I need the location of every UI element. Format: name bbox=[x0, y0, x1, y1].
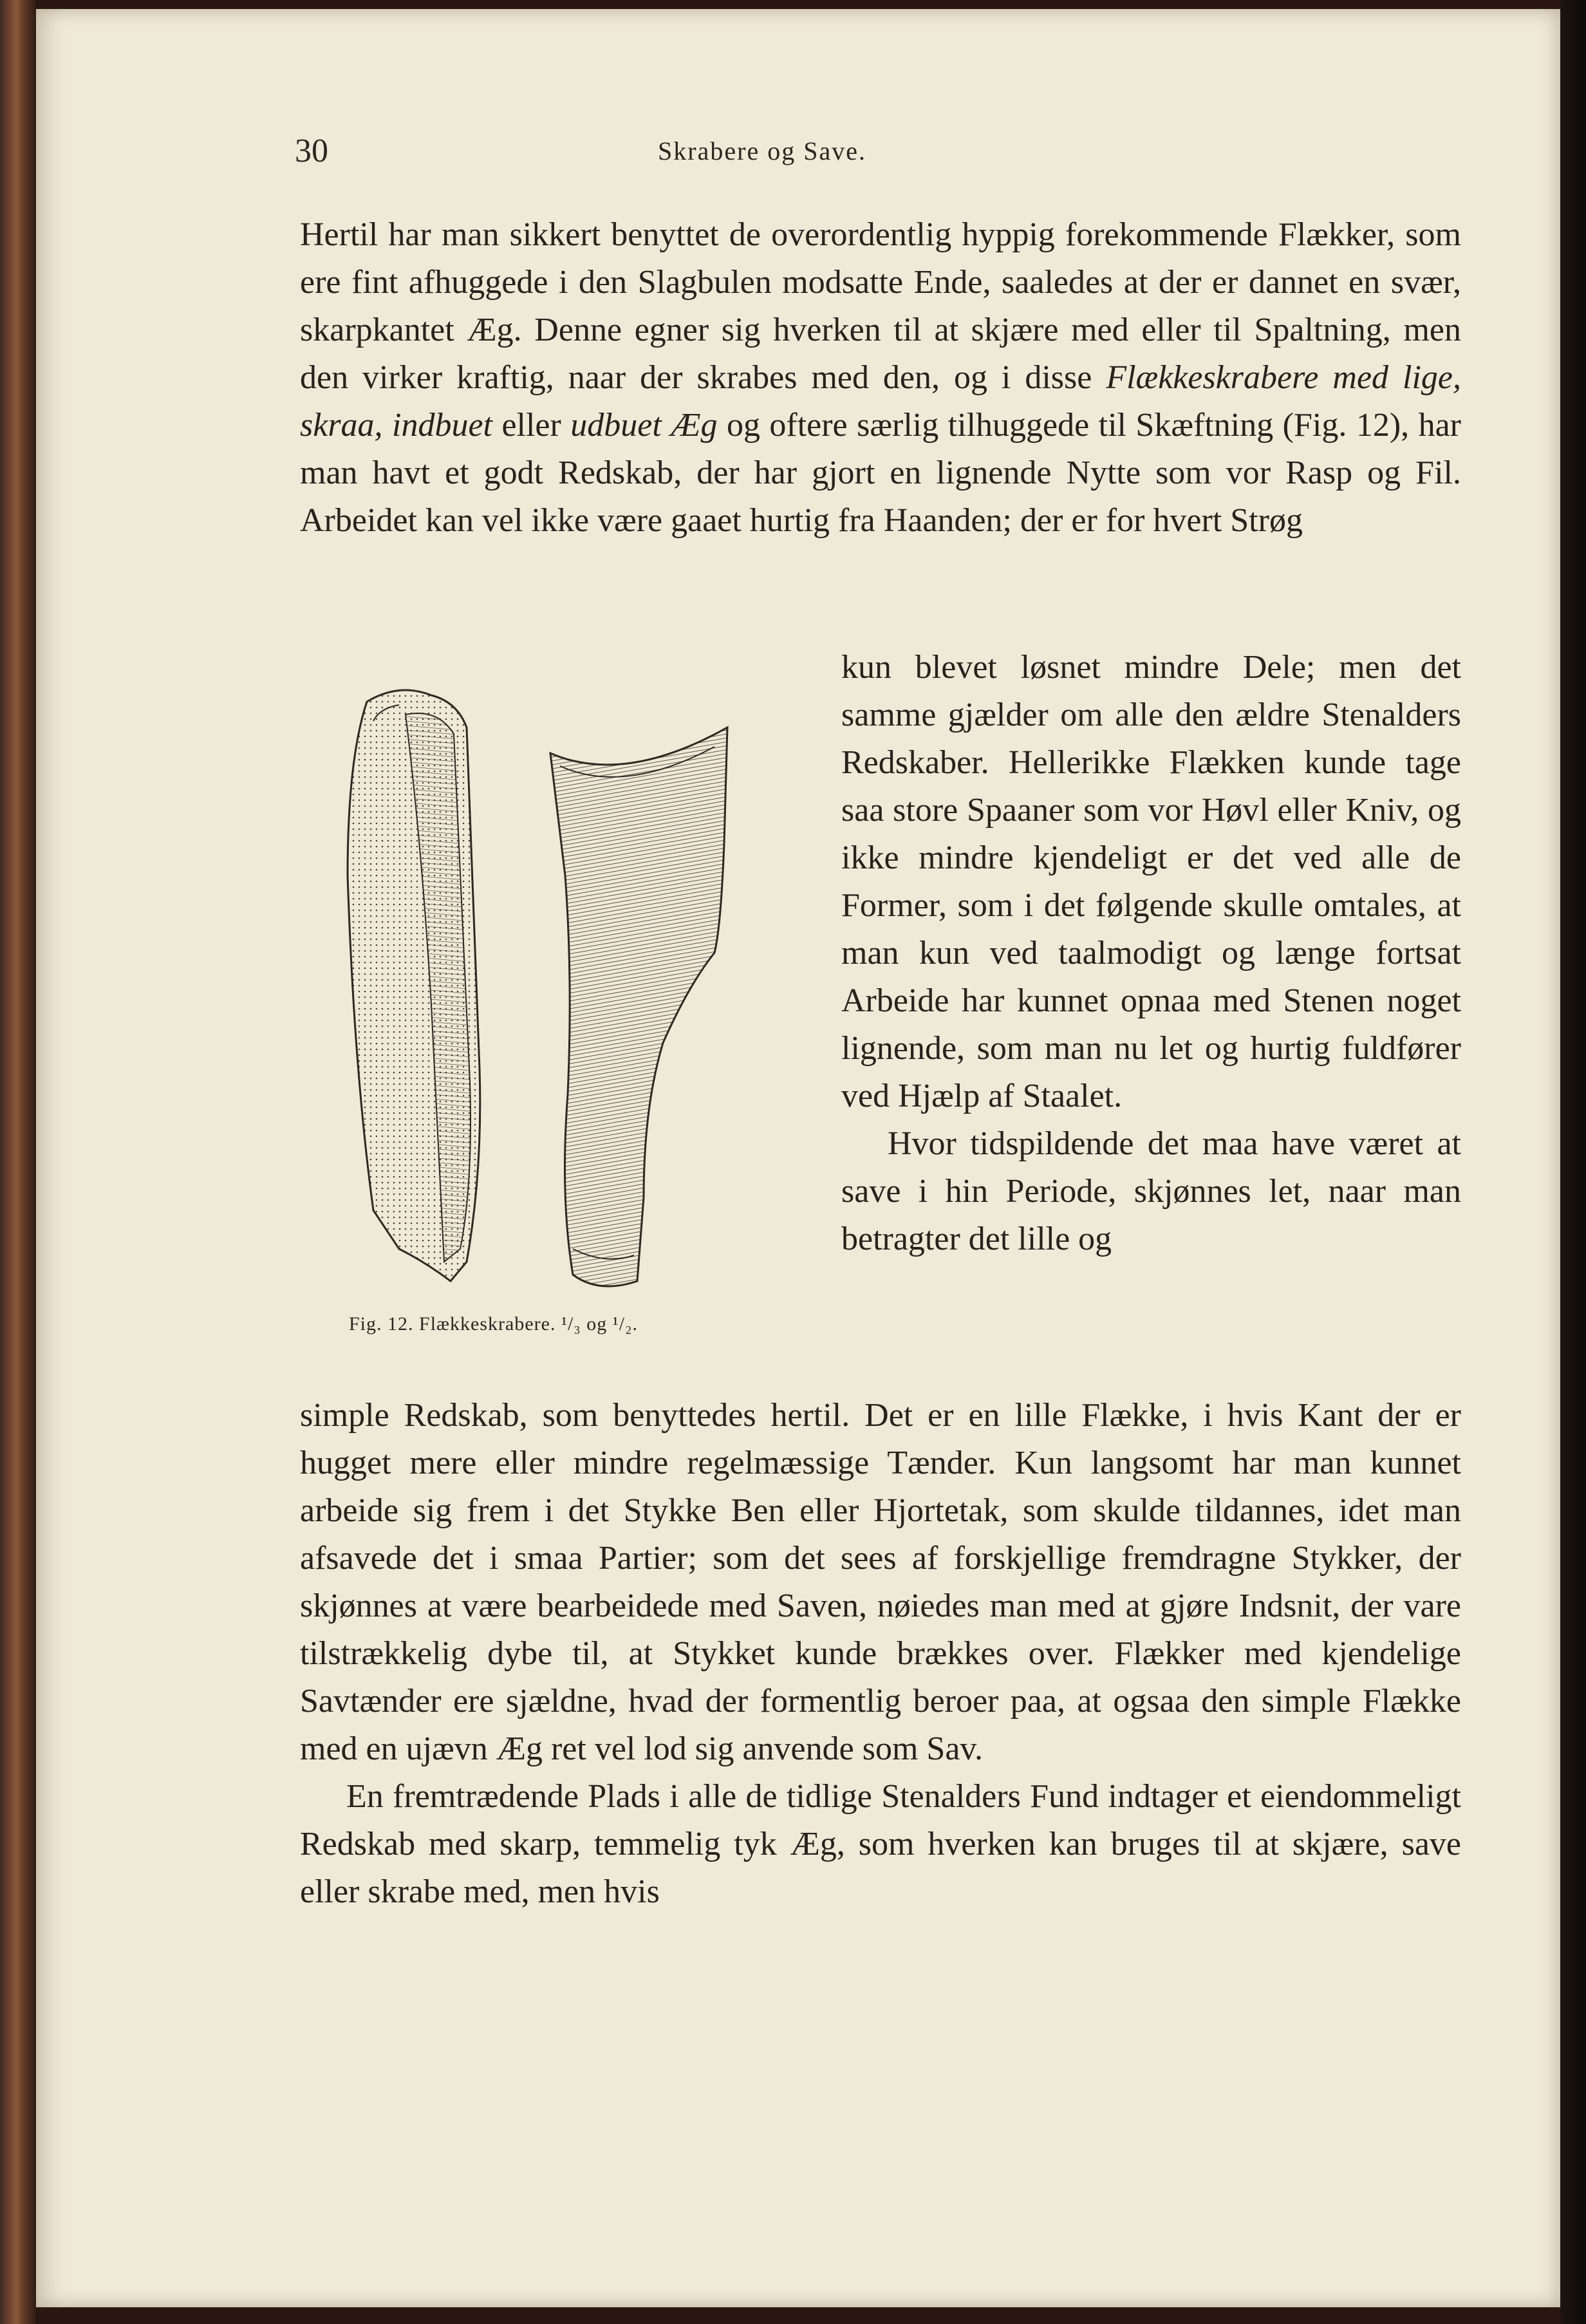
paragraph-stenalders-redskaber: kun blevet løsnet mindre Dele; men det samme gjælder om alle den ældre Stenalders Redskaber. Hellerikke Flækken kunde tage saa store Spaaner som vor Høvl eller Kniv, og ikke mindre kjendeligt er det ved alle de Former, som i det følgende skulle omtales, at man kun ved taalmodigt og længe fortsat Arbeide har kunnet opnaa med Stenen noget lignende, som man nu let og hurtig fuldfører ved Hjælp af Staalet. bbox=[841, 649, 1461, 1114]
paragraph-redskab-aeg: En fremtrædende Plads i alle de tidlige Stenalders Fund indtager et eiendommeligt Redskab med skarp, temmelig tyk Æg, som hverken kan bruges til at skjære, save eller skrabe med, men hvis bbox=[300, 1778, 1461, 1910]
text-block-beside-figure bbox=[841, 644, 1461, 1263]
page-header bbox=[0, 132, 1524, 183]
paragraph-sav: simple Redskab, som benyttedes hertil. Det er en lille Flække, i hvis Kant der er hugget mere eller mindre regelmæssige Tænder. Kun langsomt har man kunnet arbeide sig frem i det Stykke Ben eller Hjortetak, som skulde tildannes, idet man afsavede det i smaa Partier; som det sees af forskjellige fremdragne Stykker, der skjønnes at være bearbeidede med Saven, nøiedes man med at gjøre Indsnit, der vare tilstrækkelig dybe til, at Stykket kunde brækkes over. Flækker med kjendelige Savtænder ere sjældne, hvad der formentlig beroer paa, at ogsaa den simple Flække med en ujævn Æg ret vel lod sig anvende som Sav. bbox=[300, 1397, 1461, 1767]
text-block-top bbox=[300, 211, 1461, 545]
italic-term-flaekkeskrabere: Flækkeskrabere med lige, skraa, indbuet bbox=[300, 359, 1461, 444]
running-head: Skrabere og Save. bbox=[658, 136, 866, 165]
figure-12-illustration bbox=[328, 682, 837, 1313]
book-binding-right bbox=[1560, 0, 1586, 2324]
paragraph-save-intro: Hvor tidspildende det maa have været at save i hin Periode, skjønnes let, naar man betragter det lille og bbox=[841, 1125, 1461, 1257]
text-block-bottom bbox=[300, 1392, 1461, 1916]
paragraph-flaekkeskrabere: Hertil har man sikkert benyttet de overordentlig hyppig forekommende Flækker, som ere fint afhuggede i den Slagbulen modsatte Ende, saaledes at der er dannet en svær, skarpkantet Æg. Denne egner sig hverken til at skjære med eller til Spaltning, men den virker kraftig, naar der skrabes med den, og i disse Flækkeskrabere med lige, skraa, indbuet eller udbuet Æg og oftere særlig tilhuggede til Skæftning (Fig. 12), har man havt et godt Redskab, der har gjort en lignende Nytte som vor Rasp og Fil. Arbeidet kan vel ikke være gaaet hurtig fra Haanden; der er for hvert Strøg bbox=[300, 216, 1461, 539]
page-number: 30 bbox=[295, 133, 328, 169]
blade-scraper-left bbox=[348, 690, 480, 1281]
figure-caption: Fig. 12. Flækkeskrabere. ¹/₃ og ¹/₂. bbox=[349, 1313, 639, 1335]
blade-scraper-right bbox=[550, 727, 727, 1286]
scraper-drawings bbox=[328, 682, 837, 1313]
book-binding-left bbox=[0, 0, 36, 2324]
italic-term-udbuet: udbuet Æg bbox=[570, 407, 718, 444]
